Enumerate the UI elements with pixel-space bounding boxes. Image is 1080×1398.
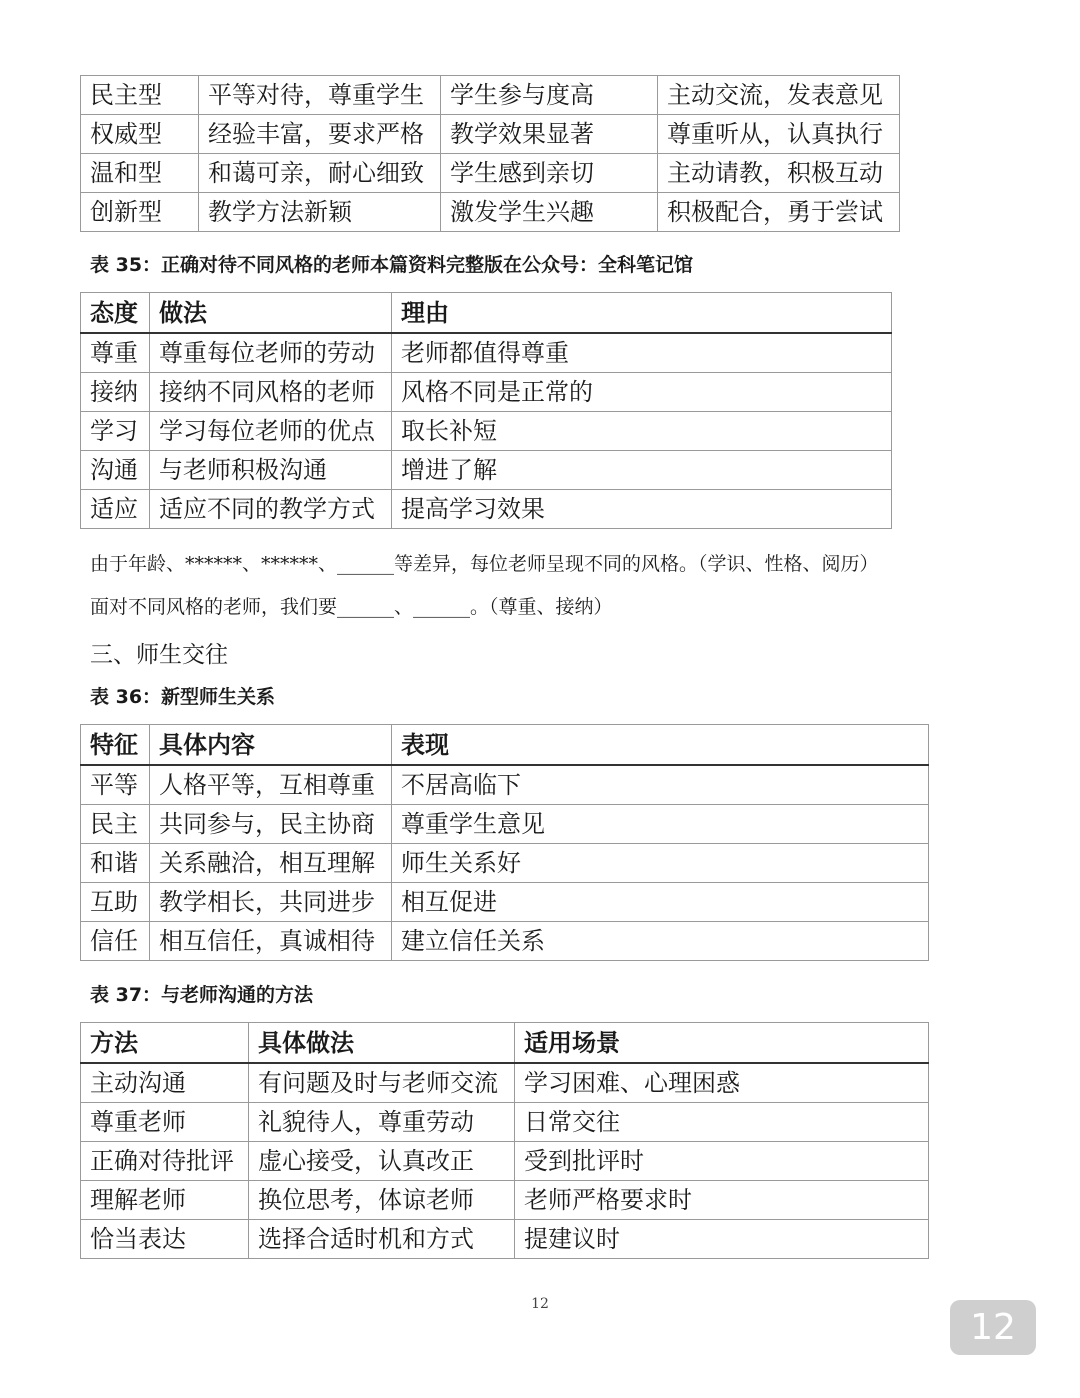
page-number-badge: 12 bbox=[950, 1300, 1036, 1355]
table-row bbox=[81, 333, 892, 373]
table-cell: 学生感到亲切 bbox=[441, 154, 658, 193]
table-cell: 温和型 bbox=[81, 154, 199, 193]
table-cell: 经验丰富，要求严格 bbox=[199, 115, 441, 154]
table-row bbox=[81, 193, 900, 232]
table-cell: 老师都值得尊重 bbox=[392, 333, 892, 373]
table36 bbox=[80, 724, 929, 961]
table-cell: 尊重学生意见 bbox=[392, 805, 929, 844]
column-header: 态度 bbox=[81, 293, 150, 334]
table-row bbox=[81, 883, 929, 922]
table-cell: 取长补短 bbox=[392, 412, 892, 451]
column-header: 做法 bbox=[150, 293, 392, 334]
page-number: 12 bbox=[531, 1296, 549, 1312]
table-row bbox=[81, 1103, 929, 1142]
table-cell: 关系融洽，相互理解 bbox=[150, 844, 392, 883]
table-cell: 相互促进 bbox=[392, 883, 929, 922]
table-cell: 和蔼可亲，耐心细致 bbox=[199, 154, 441, 193]
table-cell: 民主 bbox=[81, 805, 150, 844]
table-row bbox=[81, 922, 929, 961]
table-cell: 创新型 bbox=[81, 193, 199, 232]
table-cell: 民主型 bbox=[81, 76, 199, 115]
table-cell: 接纳不同风格的老师 bbox=[150, 373, 392, 412]
table-cell: 学习困难、心理困惑 bbox=[515, 1063, 929, 1103]
table-cell: 接纳 bbox=[81, 373, 150, 412]
table-cell: 激发学生兴趣 bbox=[441, 193, 658, 232]
table-cell: 信任 bbox=[81, 922, 150, 961]
table-cell: 人格平等，互相尊重 bbox=[150, 765, 392, 805]
table-cell: 老师严格要求时 bbox=[515, 1181, 929, 1220]
section-heading: 三、师生交往 bbox=[90, 642, 228, 668]
table-cell: 虚心接受，认真改正 bbox=[249, 1142, 515, 1181]
table-cell: 师生关系好 bbox=[392, 844, 929, 883]
table-cell: 主动请教，积极互动 bbox=[658, 154, 900, 193]
table-cell: 礼貌待人，尊重劳动 bbox=[249, 1103, 515, 1142]
table-cell: 换位思考，体谅老师 bbox=[249, 1181, 515, 1220]
table-cell: 选择合适时机和方式 bbox=[249, 1220, 515, 1259]
table-row bbox=[81, 76, 900, 115]
column-header: 理由 bbox=[392, 293, 892, 334]
table-cell: 沟通 bbox=[81, 451, 150, 490]
table-cell: 相互信任，真诚相待 bbox=[150, 922, 392, 961]
table-cell: 学习 bbox=[81, 412, 150, 451]
table37 bbox=[80, 1022, 929, 1259]
teacher-style-table bbox=[80, 75, 900, 232]
table35 bbox=[80, 292, 892, 529]
table-row bbox=[81, 1142, 929, 1181]
table-cell: 增进了解 bbox=[392, 451, 892, 490]
table-cell: 提高学习效果 bbox=[392, 490, 892, 529]
column-header: 表现 bbox=[392, 725, 929, 766]
table-row bbox=[81, 154, 900, 193]
fill-in-paragraph-2: 面对不同风格的老师，我们要______、______。（尊重、接纳） bbox=[90, 596, 613, 618]
table-cell: 恰当表达 bbox=[81, 1220, 249, 1259]
table-cell: 主动沟通 bbox=[81, 1063, 249, 1103]
table-row bbox=[81, 1063, 929, 1103]
table-cell: 理解老师 bbox=[81, 1181, 249, 1220]
table-cell: 积极配合，勇于尝试 bbox=[658, 193, 900, 232]
table-cell: 尊重每位老师的劳动 bbox=[150, 333, 392, 373]
table-row bbox=[81, 1220, 929, 1259]
table-row bbox=[81, 844, 929, 883]
table-row bbox=[81, 805, 929, 844]
table-cell: 正确对待批评 bbox=[81, 1142, 249, 1181]
table-cell: 学习每位老师的优点 bbox=[150, 412, 392, 451]
table36-caption: 表 36：新型师生关系 bbox=[90, 686, 276, 708]
table-cell: 建立信任关系 bbox=[392, 922, 929, 961]
column-header: 具体内容 bbox=[150, 725, 392, 766]
table-cell: 教学方法新颖 bbox=[199, 193, 441, 232]
table-row bbox=[81, 115, 900, 154]
table-cell: 与老师积极沟通 bbox=[150, 451, 392, 490]
table-row bbox=[81, 765, 929, 805]
table-cell: 教学效果显著 bbox=[441, 115, 658, 154]
table-cell: 学生参与度高 bbox=[441, 76, 658, 115]
table-cell: 教学相长，共同进步 bbox=[150, 883, 392, 922]
column-header: 方法 bbox=[81, 1023, 249, 1064]
table35-caption: 表 35：正确对待不同风格的老师本篇资料完整版在公众号：全科笔记馆 bbox=[90, 254, 694, 276]
table-cell: 互助 bbox=[81, 883, 150, 922]
table37-caption: 表 37：与老师沟通的方法 bbox=[90, 984, 314, 1006]
table-cell: 和谐 bbox=[81, 844, 150, 883]
table-cell: 主动交流，发表意见 bbox=[658, 76, 900, 115]
table-row bbox=[81, 1181, 929, 1220]
table-row bbox=[81, 373, 892, 412]
column-header: 适用场景 bbox=[515, 1023, 929, 1064]
column-header: 具体做法 bbox=[249, 1023, 515, 1064]
table-row bbox=[81, 412, 892, 451]
table-cell: 日常交往 bbox=[515, 1103, 929, 1142]
table-cell: 风格不同是正常的 bbox=[392, 373, 892, 412]
table-cell: 适应不同的教学方式 bbox=[150, 490, 392, 529]
table-cell: 平等 bbox=[81, 765, 150, 805]
table-cell: 有问题及时与老师交流 bbox=[249, 1063, 515, 1103]
table-cell: 受到批评时 bbox=[515, 1142, 929, 1181]
table-cell: 尊重听从，认真执行 bbox=[658, 115, 900, 154]
table-cell: 共同参与，民主协商 bbox=[150, 805, 392, 844]
table-cell: 提建议时 bbox=[515, 1220, 929, 1259]
fill-in-paragraph-1: 由于年龄、******、******、______等差异，每位老师呈现不同的风格。（学识、性格、阅历） bbox=[90, 553, 879, 575]
table-cell: 尊重老师 bbox=[81, 1103, 249, 1142]
table-cell: 平等对待，尊重学生 bbox=[199, 76, 441, 115]
table-row bbox=[81, 451, 892, 490]
table-cell: 权威型 bbox=[81, 115, 199, 154]
table-row bbox=[81, 490, 892, 529]
table-cell: 不居高临下 bbox=[392, 765, 929, 805]
table-cell: 适应 bbox=[81, 490, 150, 529]
table-cell: 尊重 bbox=[81, 333, 150, 373]
column-header: 特征 bbox=[81, 725, 150, 766]
